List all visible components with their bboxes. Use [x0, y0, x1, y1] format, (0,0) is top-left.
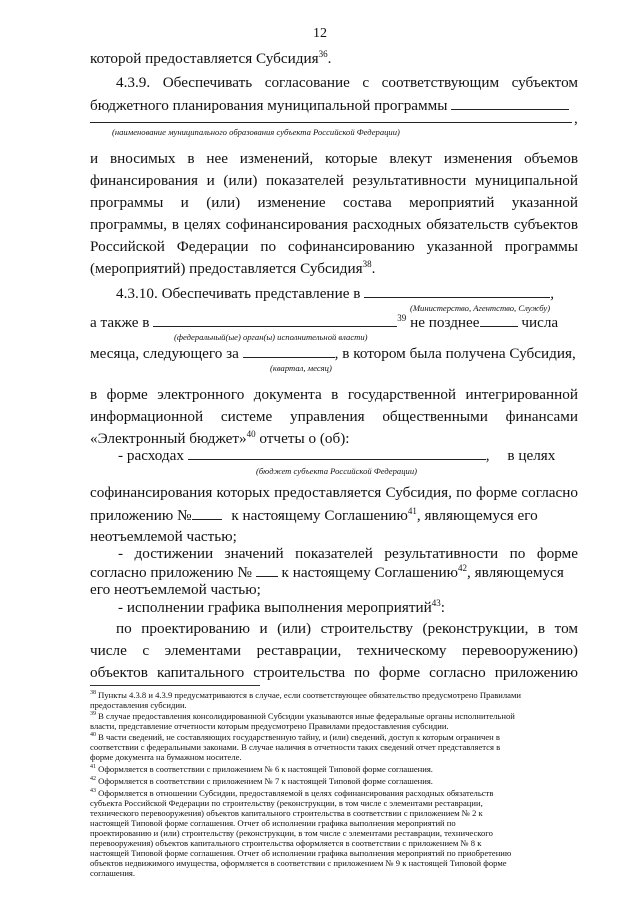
- comma: ,: [574, 110, 578, 127]
- text-line: - достижении значений показателей результативности по форме: [118, 545, 578, 562]
- blank-caption: (федеральный(ые) орган(ы) исполнительной власти): [174, 332, 368, 342]
- footnote-ref: 40: [246, 428, 256, 439]
- text-line: бюджетного планирования муниципальной программы: [90, 96, 578, 115]
- blank-caption: (квартал, месяц): [270, 363, 332, 373]
- fill-blank: [480, 313, 518, 327]
- text-line: объектов капитального строительства по форме согласно приложению: [90, 664, 578, 681]
- blank-caption: (бюджет субъекта Российской Федерации): [256, 466, 417, 476]
- fill-blank: [451, 96, 569, 110]
- text-line: финансирования и (или) показателей результативности муниципальной: [90, 172, 578, 189]
- text-line: программы, в целях софинансирования расходных обязательств субъектов: [90, 216, 578, 233]
- text-line: «Электронный бюджет»$^{40}$ отчеты о (об):: [90, 428, 350, 447]
- text-line: согласно приложению № к настоящему Соглашению$^{42}$, являющемуся: [90, 562, 564, 581]
- footnote-line: технического перевооружения) объектов капитального строительства в соответствии с приложением № 2 к: [90, 808, 483, 818]
- text-line: программы и (или) изменение состава мероприятий указанной: [90, 194, 578, 211]
- text-line: - расходах , в целях: [118, 447, 556, 464]
- text-line: месяца, следующего за , в котором была получена Субсидия,: [90, 345, 576, 362]
- text-line: и вносимых в нее изменений, которые влекут изменения объемов: [90, 150, 578, 167]
- footnote-ref: 38: [362, 258, 372, 269]
- footnote-line: настоящей Типовой форме соглашения. Отчет об исполнении графика выполнения мероприятий по: [90, 818, 456, 828]
- page-number: 12: [313, 26, 327, 41]
- blank-caption: (наименование муниципального образования субъекта Российской Федерации): [112, 127, 400, 137]
- blank-caption: (Министерство, Агентство, Службу): [410, 303, 551, 313]
- text-line: которой предоставляется Субсидия$^{36}$.: [90, 48, 332, 67]
- footnote: $^{38}$ Пункты 4.3.8 и 4.3.9 предусматриваются в случае, если соответствующее обязательство предусмотрено Правилами: [90, 690, 521, 700]
- fill-blank: [192, 506, 222, 520]
- footnote-line: перевооружения) объектов капитального строительства оформляется в соответствии с приложением № 8 к: [90, 838, 482, 848]
- text-line: софинансирования которых предоставляется Субсидия, по форме согласно: [90, 484, 578, 501]
- text-line: Российской Федерации по софинансированию указанной программы: [90, 238, 578, 255]
- fill-blank: [90, 122, 572, 123]
- footnote: $^{40}$ В части сведений, не составляющих государственную тайну, и (или) сведений, доступ к которым ограничен в: [90, 732, 500, 742]
- text-line: приложению № к настоящему Соглашению$^{41}$, являющемуся его: [90, 505, 538, 524]
- footnote-line: соответствии с федеральными законами. В случае наличия в отчетности таких сведений отчет представляется в: [90, 742, 501, 752]
- footnote-ref: 43: [431, 597, 441, 608]
- footnote-line: власти, представление отчетности которым предусмотрено Правилами предоставления субсидии.: [90, 721, 449, 731]
- fill-blank: [256, 563, 278, 577]
- text-line: 4.3.10. Обеспечивать представление в ,: [116, 285, 554, 302]
- footnote-divider: [90, 685, 260, 686]
- footnote: $^{39}$ В случае предоставления консолидированной Субсидии указываются иные федеральные органы исполнительной: [90, 711, 515, 721]
- footnote-line: соглашения.: [90, 868, 136, 878]
- footnote: $^{42}$ Оформляется в соответствии с приложением № 7 к настоящей Типовой форме соглашения.: [90, 776, 433, 786]
- text-line: в форме электронного документа в государственной интегрированной: [90, 386, 578, 403]
- fill-blank: [243, 344, 335, 358]
- footnote-line: объектов недвижимого имущества, оформляется в соответствии с приложением № 9 к настоящей Типовой форме: [90, 858, 507, 868]
- footnote-line: субъекта Российской Федерации по строительству (реконструкции, в том числе с элементами реставрации,: [90, 798, 483, 808]
- text-line: - исполнении графика выполнения мероприятий$^{43}$:: [118, 597, 445, 616]
- fill-blank: [364, 284, 550, 298]
- text-line: (мероприятий) предоставляется Субсидия$^{38}$.: [90, 258, 376, 277]
- footnote-line: форме документа на бумажном носителе.: [90, 752, 242, 762]
- text-line: информационной системе управления общественными финансами: [90, 408, 578, 425]
- footnote: $^{41}$ Оформляется в соответствии с приложением № 6 к настоящей Типовой форме соглашения.: [90, 764, 433, 774]
- footnote-ref: 39: [397, 312, 407, 323]
- footnote-ref: 42: [458, 562, 468, 573]
- text-line: его неотъемлемой частью;: [90, 581, 261, 598]
- footnote-line: настоящей Типовой форме соглашения. Отчет об исполнении графика выполнения мероприятий по приобретению: [90, 848, 512, 858]
- fill-blank: [188, 446, 486, 460]
- text-line: а также в $^{39}$ не позднее числа: [90, 312, 559, 331]
- footnote: $^{43}$ Оформляется в отношении Субсидии, предоставляемой в целях софинансирования расходных обязательств: [90, 788, 494, 798]
- footnote-ref: 36: [318, 48, 328, 59]
- fill-blank: [153, 313, 397, 327]
- text-line: неотъемлемой частью;: [90, 528, 237, 545]
- footnote-line: проектированию и (или) строительству (реконструкции, в том числе с элементами реставрации, технического: [90, 828, 493, 838]
- footnote-line: предоставления субсидии.: [90, 700, 187, 710]
- text-line: числе с элементами реставрации, техническому перевооружению): [90, 642, 578, 659]
- footnote-ref: 41: [407, 505, 417, 516]
- text-line: по проектированию и (или) строительству (реконструкции, в том: [116, 620, 578, 637]
- text-line: 4.3.9. Обеспечивать согласование с соответствующим субъектом: [116, 74, 578, 91]
